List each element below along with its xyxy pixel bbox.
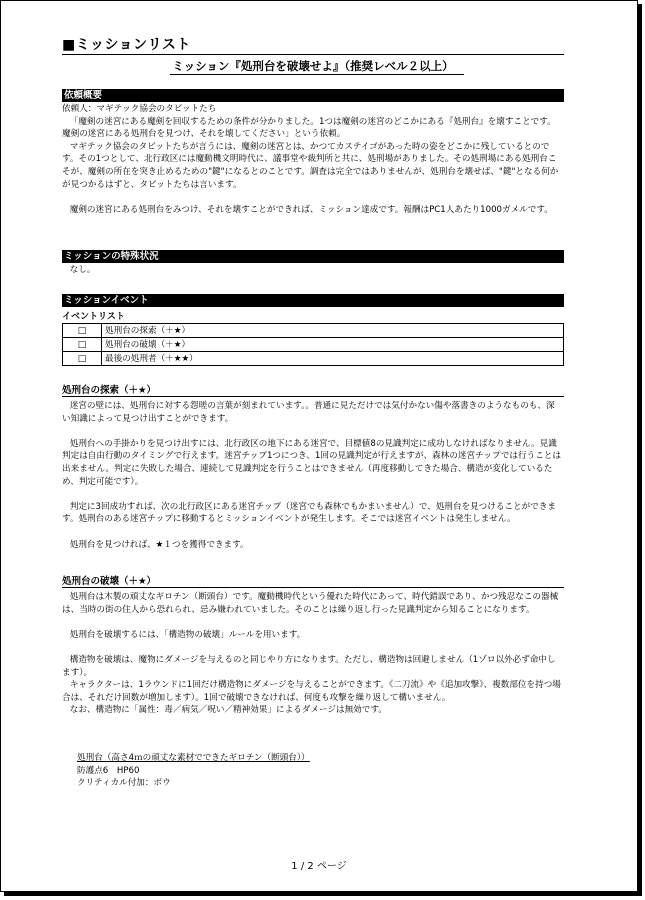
destroy-paragraph: 処刑台を破壊するには、「構造物の破壊」ルールを用います。	[69, 629, 306, 640]
overview-heading: 依頼概要	[62, 89, 564, 102]
structure-stat-block	[77, 752, 497, 790]
event-row	[63, 324, 564, 338]
event-checkbox[interactable]: □	[63, 352, 102, 366]
destroy-paragraph: 構造物を破壊は、魔物にダメージを与えるのと同じやり方になります。ただし、構造物は回避しません（1ゾロ以外必ず命中します）。	[62, 654, 556, 678]
search-paragraph: 処刑台を見つければ、★１つを獲得できます。	[69, 539, 249, 550]
destroy-heading: 処刑台の破壊（＋★）	[62, 576, 157, 587]
events-heading: ミッションイベント	[62, 294, 564, 307]
spacer	[62, 641, 562, 654]
overview-paragraph: マギテック協会のタビットたちが言うには、魔剣の迷宮とは、かつてカステイゴがあった時の姿をどこかに残しているとのです。その1つとして、北行政区には魔動機文明時代に、議事堂や裁判所と共に、処刑場がありました。その処刑場にある処刑台こそが、魔剣の所在を突き止めるための"鍵"になるとのことです。調査は完全ではありませんが、処刑台を壊せば、"鍵"となる何かが見つかるはずと、タビットたちは言います。	[62, 141, 559, 190]
special-text: なし。	[69, 265, 96, 275]
destroy-body	[62, 591, 562, 717]
destroy-heading-rule	[62, 587, 564, 588]
event-row	[63, 352, 564, 366]
page-shadow-bottom	[4, 892, 642, 896]
search-body	[62, 400, 562, 551]
search-heading: 処刑台の探索（＋★）	[62, 385, 157, 396]
mission-title-underline	[170, 74, 464, 75]
header-rule	[62, 54, 564, 55]
list-title: ■ミッションリスト	[62, 37, 191, 53]
spacer	[62, 526, 562, 539]
spacer	[62, 191, 562, 204]
page-number: 1 / 2 ページ	[291, 861, 347, 872]
special-heading: ミッションの特殊状況	[62, 250, 564, 263]
event-list-table	[62, 323, 564, 366]
event-checkbox[interactable]: □	[63, 338, 102, 352]
structure-name: 処刑台（高さ4ｍの頑丈な素材でできたギロチン（断頭台））	[77, 753, 310, 763]
structure-stats: 防護点6 HP60	[77, 765, 140, 776]
spacer	[62, 488, 562, 501]
spacer	[62, 425, 562, 438]
event-list-label: イベントリスト	[62, 312, 125, 322]
special-body	[62, 264, 562, 277]
search-paragraph: 判定に3回成功すれば、次の北行政区にある迷宮チップ（迷宮でも森林でもかまいません）で、処刑台を見つけることができます。処刑台のある迷宮チップに移動するとミッションイベントが発生します。そこでは迷宮イベントは発生しません。	[62, 501, 557, 525]
event-row	[63, 338, 564, 352]
mission-title: ミッション『処刑台を破壊せよ』（推奨レベル２以上）	[172, 59, 454, 73]
overview-paragraph: 「魔剣の迷宮にある魔剣を回収するための条件が分かりました。1つは魔剣の迷宮のどこかにある『処刑台』を壊すことです。魔剣の迷宮にある処刑台を見つけ、それを壊してください」という依頼。	[62, 116, 556, 140]
event-name: 最後の処刑者（＋★★）	[102, 352, 564, 366]
destroy-paragraph: キャラクターは、1ラウンドに1回だけ構造物にダメージを与えることができます。《二刀流》や《追加攻撃》、複数部位を持つ場合は、それだけ回数が増加します）。1回で破壊できなければ、何度も攻撃を繰り返して構いません。	[62, 680, 561, 703]
destroy-paragraph: なお、構造物に「属性：毒／病気／呪い／精神効果」によるダメージは無効です。	[69, 705, 387, 716]
overview-body	[62, 103, 562, 216]
requester-line: 依頼人：マギテック協会のタビットたち	[62, 104, 217, 114]
search-paragraph: 迷宮の壁には、処刑台に対する怨嗟の言葉が刻まれています。。普通に見ただけでは気付かない傷や落書きのようなものも、深い知識によって見つけ出すことができます。	[62, 401, 555, 424]
overview-paragraph: 魔剣の迷宮にある処刑台をみつけ、それを壊すことができれば、ミッション達成です。報酬はPC1人あたり1000ガメルです。	[69, 204, 553, 215]
search-paragraph: 処刑台への手掛かりを見つけ出すには、北行政区の地下にある迷宮で、目標値8の見識判定に成功しなければなりません。見識判定は自由行動のタイミングで行えます。迷宮チップ1つにつき、1回の見識判定が行えますが、森林の迷宮チップでは行うことは出来ません。判定に失敗した場合、連続して見識判定を行うことはできません（再度移動してきた場合、構造が変化しているため、判定可能です）。	[62, 438, 561, 487]
event-name: 処刑台の破壊（＋★）	[102, 338, 564, 352]
search-heading-rule	[62, 396, 564, 397]
destroy-paragraph: 処刑台は木製の頑丈なギロチン（断頭台）です。魔動機時代という優れた時代にあって、時代錯誤であり、かつ残忍なこの器械は、当時の街の住人から恐れられ、忌み嫌われていました。そのことは繰り返し行った見識判定から知ることになります。	[62, 592, 559, 615]
event-checkbox[interactable]: □	[63, 324, 102, 338]
spacer	[62, 616, 562, 629]
structure-critical: クリティカル付加：ボウ	[77, 778, 171, 789]
event-name: 処刑台の探索（＋★）	[102, 324, 564, 338]
page-shadow-right	[638, 4, 642, 896]
